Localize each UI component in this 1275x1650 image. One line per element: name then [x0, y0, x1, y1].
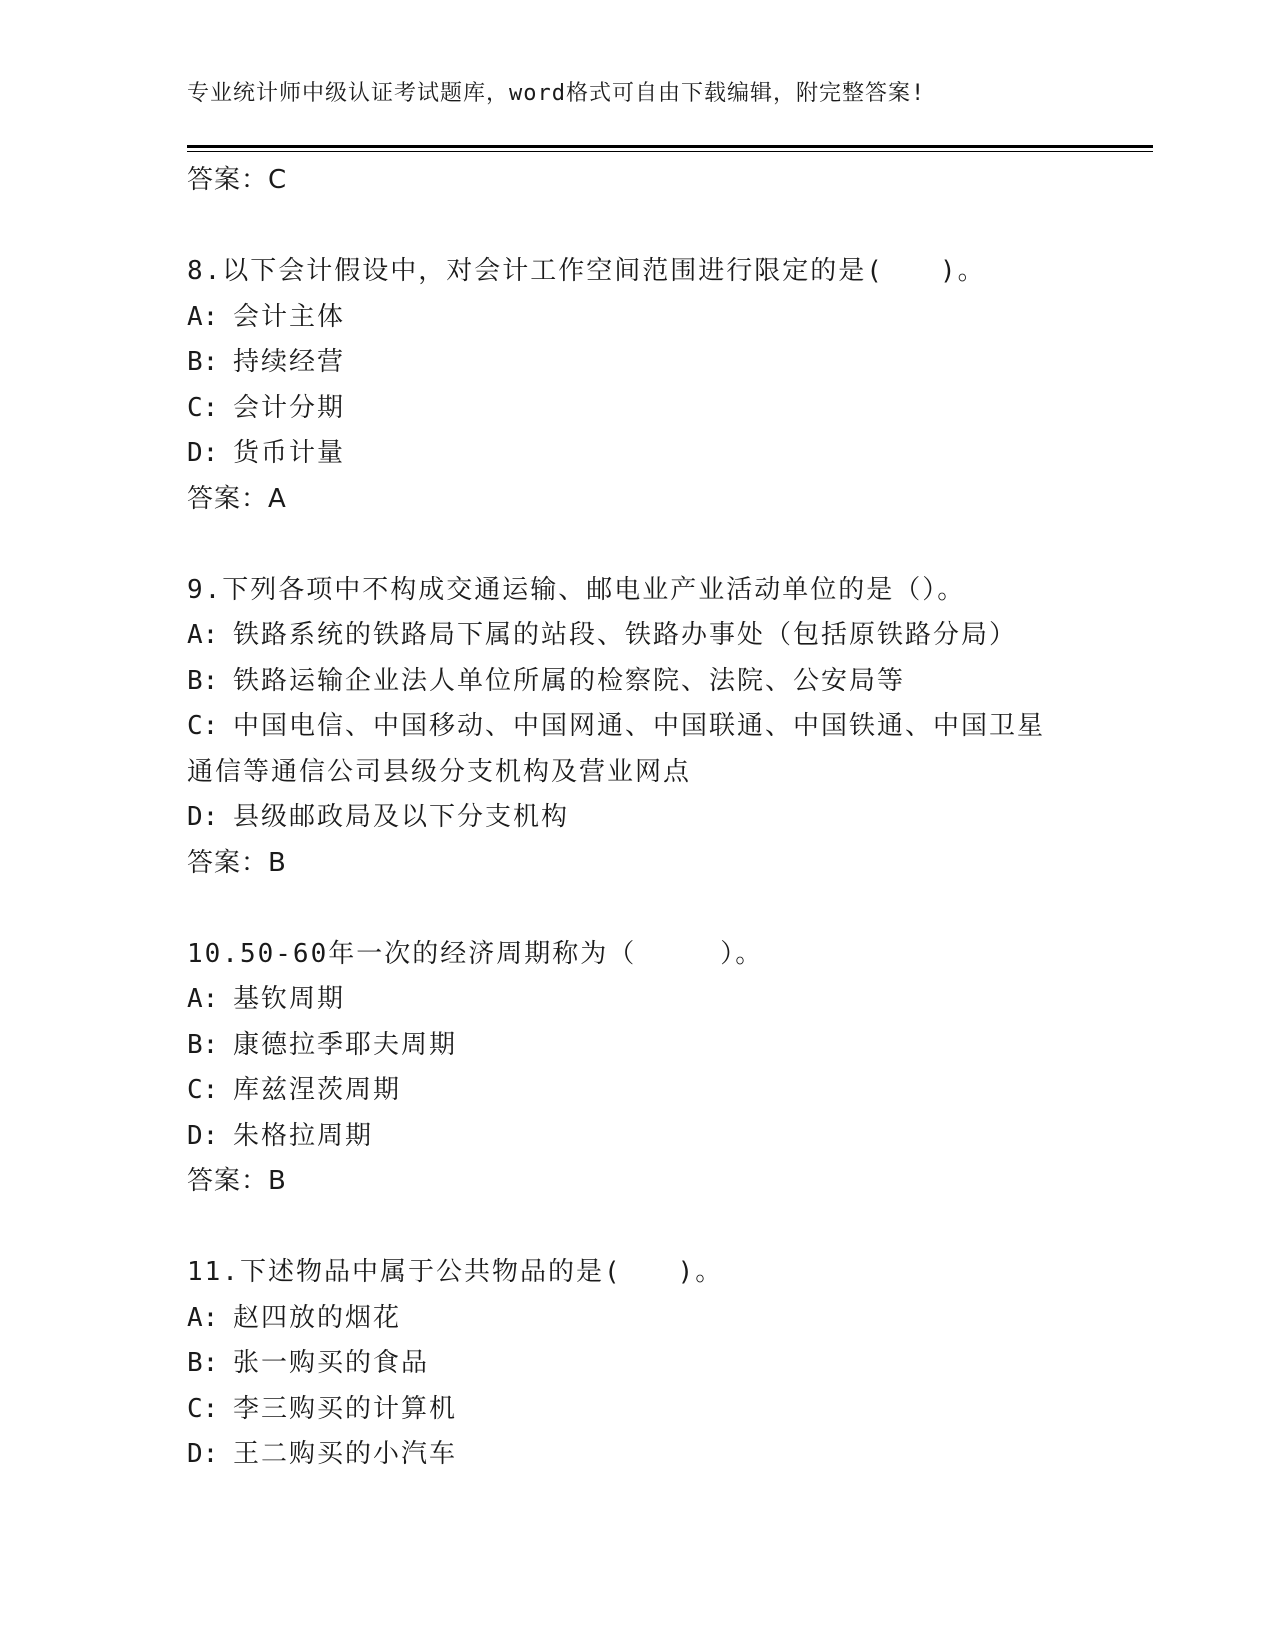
question-stem: 8.以下会计假设中，对会计工作空间范围进行限定的是( )。 [187, 256, 986, 286]
option-text: 中国电信、中国移动、中国网通、中国联通、中国铁通、中国卫星 [233, 711, 1046, 741]
option-letter: D: [187, 802, 219, 832]
option-text: 基钦周期 [233, 984, 346, 1014]
option-text: 县级邮政局及以下分支机构 [233, 802, 570, 832]
option-text: 王二购买的小汽车 [233, 1439, 458, 1469]
option-letter: C: [187, 1393, 219, 1424]
question-list [187, 158, 1087, 1478]
option-text: 朱格拉周期 [233, 1120, 374, 1151]
option-d [187, 1432, 1087, 1478]
answer-line: 答案：B [187, 847, 287, 878]
option-letter: B: [187, 347, 219, 377]
question-stem: 11.下述物品中属于公共物品的是( )。 [187, 1257, 724, 1287]
question-stem: 9.下列各项中不构成交通运输、邮电业产业活动单位的是（）。 [187, 574, 966, 605]
option-c-continuation: 通信等通信公司县级分支机构及营业网点 [187, 756, 692, 787]
option-c [187, 1068, 1087, 1114]
option-text: 货币计量 [233, 438, 346, 468]
option-a [187, 1296, 1087, 1342]
option-a [187, 977, 1087, 1023]
header-rule-thin [187, 151, 1153, 152]
option-a [187, 613, 1087, 659]
option-text: 持续经营 [233, 347, 346, 377]
option-c [187, 704, 1087, 750]
option-text: 会计分期 [233, 392, 346, 423]
option-c [187, 1387, 1087, 1433]
option-letter: C: [187, 392, 219, 423]
option-letter: D: [187, 438, 219, 468]
option-c [187, 386, 1087, 432]
option-letter: D: [187, 1439, 219, 1469]
option-d [187, 431, 1087, 477]
header-note: 专业统计师中级认证考试题库，word格式可自由下载编辑，附完整答案! [187, 81, 926, 106]
option-text: 张一购买的食品 [233, 1348, 430, 1378]
option-b [187, 1341, 1087, 1387]
option-text: 会计主体 [233, 301, 346, 332]
option-letter: B: [187, 1348, 219, 1378]
answer-line: 答案：C [187, 165, 288, 195]
option-text: 库兹涅茨周期 [233, 1075, 402, 1105]
answer-line: 答案：B [187, 1166, 287, 1196]
option-text: 李三购买的计算机 [233, 1393, 458, 1424]
option-letter: D: [187, 1120, 219, 1151]
option-text: 铁路系统的铁路局下属的站段、铁路办事处（包括原铁路分局） [233, 620, 1018, 650]
option-letter: C: [187, 1075, 219, 1105]
option-letter: A: [187, 1302, 219, 1333]
option-letter: A: [187, 984, 219, 1014]
option-a [187, 295, 1087, 341]
option-d [187, 795, 1087, 841]
option-letter: B: [187, 665, 219, 696]
answer-line: 答案：A [187, 483, 287, 514]
option-b [187, 340, 1087, 386]
option-text: 赵四放的烟花 [233, 1302, 402, 1333]
option-letter: A: [187, 620, 219, 650]
option-letter: A: [187, 301, 219, 332]
option-b [187, 659, 1087, 705]
option-letter: C: [187, 711, 219, 741]
option-text: 铁路运输企业法人单位所属的检察院、法院、公安局等 [233, 665, 906, 696]
option-text: 康德拉季耶夫周期 [233, 1029, 458, 1060]
option-letter: B: [187, 1029, 219, 1060]
option-d [187, 1114, 1087, 1160]
option-b [187, 1023, 1087, 1069]
question-stem: 10.50-60年一次的经济周期称为（ ）。 [187, 938, 764, 969]
header-rule-thick [187, 145, 1153, 148]
